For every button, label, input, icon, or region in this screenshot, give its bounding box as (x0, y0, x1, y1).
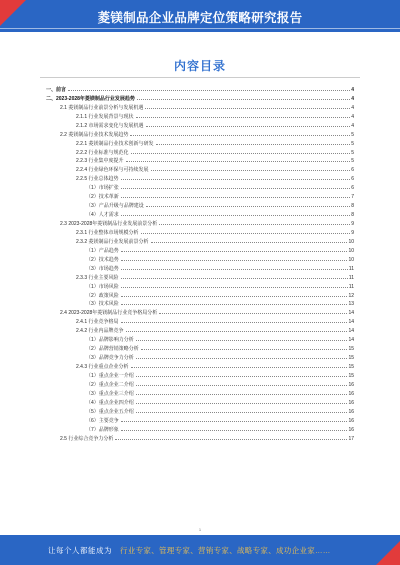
header-divider (0, 28, 400, 29)
toc-entry-text: 2.1.2 市场需求变化与发展机遇 (76, 122, 144, 129)
dot-leader (136, 412, 348, 413)
toc-entry-text: 2.3.2 菱镁制品行业发展前景分析 (76, 238, 149, 245)
toc-entry-page: 11 (348, 283, 354, 290)
toc-entry-text: （3）品牌竞争力分析 (86, 355, 134, 362)
toc-entry-text: （3）产品升级与品牌建设 (86, 203, 144, 210)
dot-leader (121, 197, 350, 198)
toc-entry-text: 2.4.1 行业竞争格局 (76, 319, 119, 326)
toc-entry[interactable] (46, 281, 354, 290)
dot-leader (121, 304, 348, 305)
toc-entry-page: 13 (348, 301, 354, 308)
toc-entry-text: 2.2.2 行业标准与规范化 (76, 149, 129, 156)
dot-leader (131, 153, 351, 154)
dot-leader (137, 99, 350, 100)
toc-entry[interactable] (46, 307, 354, 316)
toc-heading: 内容目录 (173, 59, 226, 73)
toc-entry-text: 2.2.5 行业总体趋势 (76, 176, 119, 183)
dot-leader (121, 421, 348, 422)
toc-entry[interactable] (46, 218, 354, 227)
toc-entry-text: （1）品牌影响力分析 (86, 337, 134, 344)
toc-entry[interactable] (46, 147, 354, 156)
toc-entry[interactable] (46, 227, 354, 236)
toc-entry-page: 9 (351, 229, 354, 236)
toc-entry-page: 16 (348, 381, 354, 388)
toc-entry-page: 7 (351, 194, 354, 201)
toc-entry[interactable] (46, 299, 354, 308)
toc-entry-text: （4）人才需求 (86, 212, 119, 219)
toc-entry-page: 12 (348, 292, 354, 299)
toc-entry-page: 11 (348, 265, 354, 272)
toc-entry[interactable] (46, 209, 354, 218)
toc-entry-page: 16 (348, 426, 354, 433)
dot-leader (121, 278, 348, 279)
toc-entry-page: 9 (351, 221, 354, 227)
toc-entry-page: 10 (348, 256, 354, 263)
dot-leader (151, 170, 351, 171)
dot-leader (121, 260, 348, 261)
dot-leader (156, 144, 351, 145)
toc-entry-text: （2）政策风险 (86, 292, 119, 299)
toc-entry-page: 4 (351, 104, 354, 111)
toc-entry-text: 2.1.1 行业发展背景与现状 (76, 113, 134, 120)
dot-leader (126, 331, 348, 332)
toc-entry-page: 8 (351, 212, 354, 219)
dot-leader (146, 126, 351, 127)
toc-entry[interactable] (46, 388, 354, 397)
toc-entry-page: 16 (348, 399, 354, 406)
toc-entry-page: 6 (351, 176, 354, 183)
dot-leader (121, 215, 350, 216)
toc-entry-page: 4 (351, 95, 354, 102)
toc-entry[interactable] (46, 272, 354, 281)
dot-leader (136, 340, 348, 341)
toc-entry-text: 2.4.2 行业内品牌竞争 (76, 328, 124, 335)
toc-entry-text: （2）重点企业二介绍 (86, 381, 134, 388)
report-title: 菱镁制品企业品牌定位策略研究报告 (97, 11, 303, 25)
dot-leader (151, 242, 348, 243)
toc-entry[interactable] (46, 406, 354, 415)
toc-entry-text: 2.2 菱镁制品行业技术发展趋势 (60, 131, 129, 138)
dot-leader (121, 430, 348, 431)
dot-leader (136, 376, 348, 377)
toc-entry[interactable] (46, 164, 354, 173)
toc-entry-page: 6 (351, 167, 354, 174)
footer-banner (0, 535, 400, 565)
toc-entry-page: 10 (348, 247, 354, 254)
dot-leader (121, 269, 348, 270)
dot-leader (136, 394, 348, 395)
toc-entry[interactable] (46, 263, 354, 272)
dot-leader (115, 439, 347, 440)
toc-entry[interactable] (46, 325, 354, 334)
toc-entry-text: 2.3.3 行业主要风险 (76, 274, 119, 281)
toc-entry[interactable] (46, 173, 354, 182)
toc-entry-text: 二、2023-2028年菱镁制品行业发展趋势 (46, 95, 135, 102)
toc-entry[interactable] (46, 254, 354, 263)
toc-entry[interactable] (46, 415, 354, 424)
dot-leader (121, 322, 348, 323)
toc-entry-text: （2）品牌营销策略分析 (86, 346, 139, 353)
toc-entry-text: 2.5 行业综合竞争力分析 (60, 435, 114, 442)
toc-entry-page: 4 (351, 86, 354, 93)
dot-leader (130, 135, 350, 136)
toc-entry-page: 15 (348, 355, 354, 362)
table-of-contents (46, 84, 354, 442)
toc-entry-text: （1）产品趋势 (86, 247, 119, 254)
dot-leader (126, 161, 351, 162)
header-banner (0, 0, 400, 32)
toc-entry-text: （6）主要竞争 (86, 417, 119, 424)
toc-entry-page: 5 (351, 149, 354, 156)
dot-leader (121, 287, 348, 288)
dot-leader (141, 349, 348, 350)
toc-entry-text: （3）技术风险 (86, 301, 119, 308)
toc-entry-page: 5 (351, 140, 354, 147)
toc-entry[interactable] (46, 102, 354, 111)
toc-entry-page: 16 (348, 390, 354, 397)
dot-leader (159, 313, 347, 314)
toc-entry-page: 17 (348, 435, 354, 442)
toc-entry[interactable] (46, 200, 354, 209)
toc-entry-page: 14 (348, 337, 354, 344)
toc-entry-page: 16 (348, 408, 354, 415)
toc-entry-page: 5 (351, 158, 354, 165)
footer-accent (376, 535, 400, 565)
toc-divider (40, 77, 360, 78)
toc-entry-page: 16 (348, 417, 354, 424)
toc-entry-text: （2）技术革新 (86, 194, 119, 201)
dot-leader (68, 90, 350, 91)
toc-entry-text: （5）重点企业五介绍 (86, 408, 134, 415)
dot-leader (131, 367, 348, 368)
toc-entry-text: （2）技术趋势 (86, 256, 119, 263)
dot-leader (121, 296, 348, 297)
toc-entry[interactable] (46, 84, 354, 93)
toc-entry-text: 2.1 菱镁制品行业前景分析与发展机遇 (60, 104, 144, 111)
toc-entry[interactable] (46, 397, 354, 406)
toc-entry-page: 15 (348, 364, 354, 370)
toc-entry[interactable] (46, 316, 354, 325)
dot-leader (136, 385, 348, 386)
toc-entry-page: 15 (348, 346, 354, 353)
toc-entry-text: 2.3.1 行业整体市场规模分析 (76, 229, 139, 236)
toc-entry[interactable] (46, 191, 354, 200)
toc-entry-text: 2.3 2023-2028年菱镁制品行业发展前景分析 (60, 221, 158, 227)
dot-leader (121, 188, 350, 189)
toc-entry-text: （3）市场趋势 (86, 265, 119, 272)
footer-slogan: 让每个人都能成为 (48, 546, 112, 555)
toc-entry[interactable] (46, 111, 354, 120)
toc-entry-page: 14 (348, 310, 354, 317)
toc-entry[interactable] (46, 370, 354, 379)
toc-entry[interactable] (46, 182, 354, 191)
toc-entry[interactable] (46, 290, 354, 299)
toc-entry-page: 14 (348, 319, 354, 326)
toc-entry[interactable] (46, 156, 354, 165)
toc-entry-text: （7）品牌形象 (86, 426, 119, 433)
toc-entry[interactable] (46, 236, 354, 245)
toc-entry-page: 6 (351, 185, 354, 192)
toc-entry-text: （3）重点企业三介绍 (86, 390, 134, 397)
toc-entry[interactable] (46, 361, 354, 370)
dot-leader (146, 206, 350, 207)
toc-entry-text: 一、前言 (46, 86, 67, 93)
toc-entry-text: （1）市场风险 (86, 283, 119, 290)
toc-entry-page: 5 (351, 131, 354, 138)
dot-leader (121, 251, 348, 252)
toc-entry[interactable] (46, 138, 354, 147)
dot-leader (145, 108, 350, 109)
toc-entry-page: 15 (348, 372, 354, 379)
dot-leader (136, 117, 351, 118)
toc-entry[interactable] (46, 245, 354, 254)
toc-entry-text: 2.2.3 行业集中度提升 (76, 158, 124, 165)
toc-entry-page: 4 (351, 113, 354, 120)
toc-entry[interactable] (46, 433, 354, 442)
toc-entry-text: 2.2.1 菱镁制品行业技术创新与研发 (76, 140, 154, 147)
page-number: 1 (198, 527, 202, 532)
toc-entry[interactable] (46, 379, 354, 388)
dot-leader (141, 233, 351, 234)
toc-entry-page: 4 (351, 122, 354, 129)
toc-entry[interactable] (46, 120, 354, 129)
dot-leader (136, 358, 348, 359)
toc-entry-page: 14 (348, 328, 354, 335)
dot-leader (159, 224, 350, 225)
toc-entry-text: （4）重点企业四介绍 (86, 399, 134, 406)
toc-entry-text: （1）市场扩张 (86, 185, 119, 192)
toc-entry-page: 8 (351, 203, 354, 210)
toc-entry[interactable] (46, 352, 354, 361)
toc-entry[interactable] (46, 343, 354, 352)
toc-entry-page: 10 (348, 238, 354, 245)
toc-entry[interactable] (46, 129, 354, 138)
toc-entry-text: 2.4 2023-2028年菱镁制品行业竞争格局分析 (60, 310, 158, 317)
toc-entry-text: 2.4.3 行业重点企业分析 (76, 364, 129, 370)
toc-entry-text: （1）重点企业一介绍 (86, 372, 134, 379)
footer-roles: 行业专家、管理专家、营销专家、战略专家、成功企业家…… (120, 546, 331, 555)
toc-entry-page: 11 (348, 274, 354, 281)
toc-entry[interactable] (46, 424, 354, 433)
dot-leader (136, 403, 348, 404)
toc-entry-text: 2.2.4 行业绿色环保与可持续发展 (76, 167, 149, 174)
toc-entry[interactable] (46, 93, 354, 102)
dot-leader (121, 179, 351, 180)
toc-entry[interactable] (46, 334, 354, 343)
